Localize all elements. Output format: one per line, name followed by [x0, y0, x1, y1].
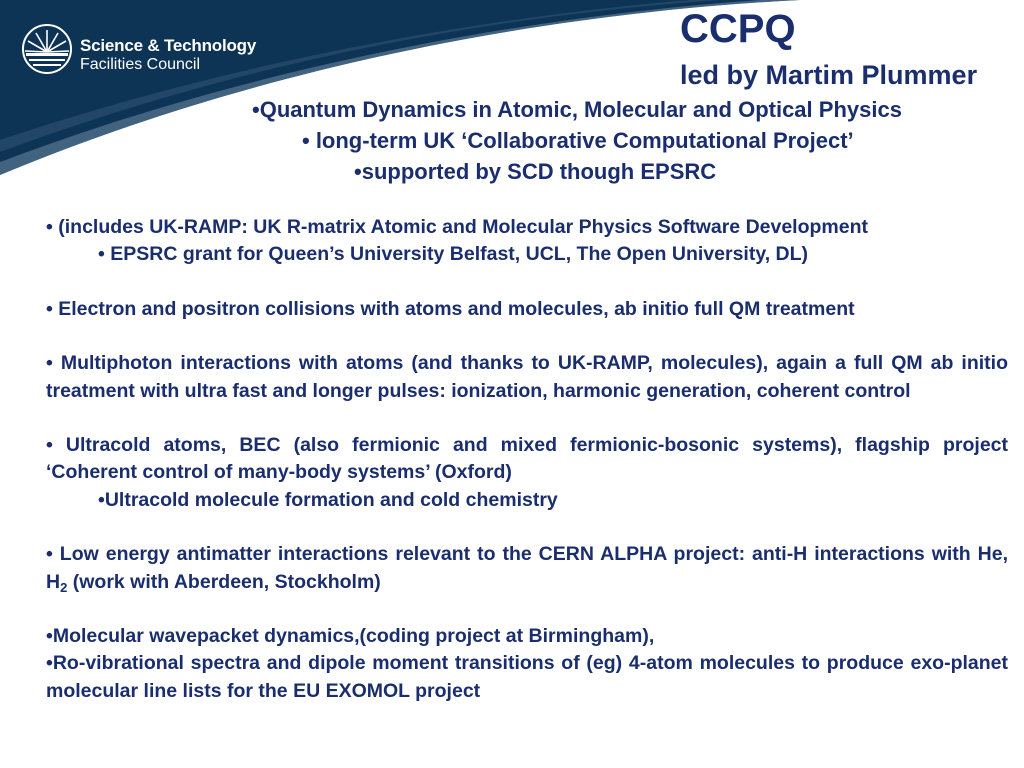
- logo-line1: Science & Technology: [80, 36, 257, 55]
- bullet-ultracold-atoms: • Ultracold atoms, BEC (also fermionic and mixed fermionic-bosonic systems), flagship project ‘Coherent control of many-body systems’ (Oxford): [46, 434, 1008, 484]
- slide-body: [46, 214, 1008, 705]
- bullet-includes-uk-ramp: • (includes UK-RAMP: UK R-matrix Atomic and Molecular Physics Software Development: [46, 216, 869, 238]
- stfc-logo-icon: [20, 22, 80, 76]
- bullet-multiphoton: • Multiphoton interactions with atoms (and thanks to UK-RAMP, molecules), again a full QM ab initio treatment with ultra fast and longer pulses: ionization, harmonic generation, coherent control: [46, 352, 1008, 402]
- bullet-epsrc-grant: • EPSRC grant for Queen’s University Belfast, UCL, The Open University, DL): [98, 243, 809, 266]
- headline-1: •Quantum Dynamics in Atomic, Molecular and Optical Physics: [252, 97, 902, 122]
- page-title: CCPQ: [680, 7, 796, 51]
- page-subtitle: led by Martim Plummer: [680, 60, 978, 90]
- logo-line2: Facilities Council: [80, 56, 201, 73]
- bullet-antimatter: [46, 541, 1008, 596]
- bullet-ultracold-molecule: •Ultracold molecule formation and cold chemistry: [98, 488, 558, 511]
- headline-2: • long-term UK ‘Collaborative Computational Project’: [302, 128, 854, 153]
- bullet-antimatter-text: • Low energy antimatter interactions relevant to the CERN ALPHA project: anti-H interactions with He, H: [46, 543, 1008, 593]
- subscript-two: 2: [60, 579, 68, 595]
- bullet-antimatter-tail: (work with Aberdeen, Stockholm): [67, 570, 381, 593]
- logo-wordmark: [80, 36, 256, 74]
- bullet-wavepacket: •Molecular wavepacket dynamics,(coding project at Birmingham),: [46, 625, 655, 648]
- bullet-electron-positron: • Electron and positron collisions with atoms and molecules, ab initio full QM treatment: [46, 297, 855, 320]
- headline-3: •supported by SCD though EPSRC: [354, 159, 717, 184]
- bullet-rovibrational: •Ro-vibrational spectra and dipole moment transitions of (eg) 4-atom molecules to produce exo-planet molecular line lists for the EU EXOMOL project: [46, 652, 1008, 702]
